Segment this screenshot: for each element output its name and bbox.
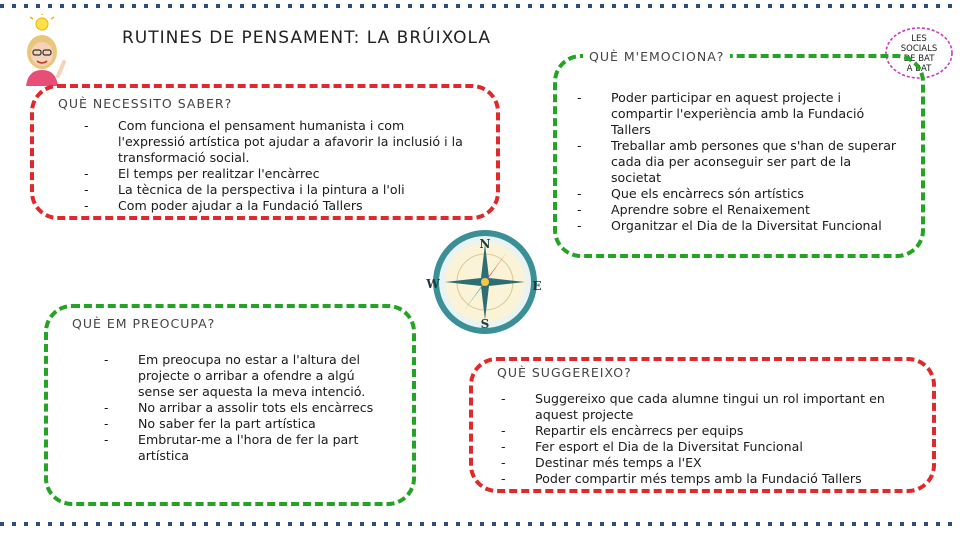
list-item: - Que els encàrrecs són artístics: [567, 186, 897, 202]
list-item: - Em preocupa no estar a l'altura del projecte o arribar a ofendre a algú sense ser aquesta la meva intenció.: [94, 352, 394, 400]
list-item: - Repartir els encàrrecs per equips: [491, 423, 911, 439]
section-suggereixo: [469, 357, 936, 493]
list-item: - Organitzar el Dia de la Diversitat Funcional: [567, 218, 897, 234]
compass-east-label: E: [532, 279, 542, 293]
list-item: - Suggereixo que cada alumne tingui un rol important en aquest projecte: [491, 391, 911, 423]
list-item: - No saber fer la part artística: [94, 416, 394, 432]
bottom-dotted-border: [0, 522, 960, 526]
list-item: - Fer esport el Dia de la Diversitat Funcional: [491, 439, 911, 455]
avatar-with-lightbulb-icon: [18, 14, 70, 86]
section-necessito-saber: [30, 84, 500, 220]
compass-icon: [403, 228, 567, 336]
section-heading: QUÈ M'EMOCIONA?: [583, 49, 730, 64]
list-item: - Embrutar-me a l'hora de fer la part artística: [94, 432, 394, 464]
section-heading: QUÈ NECESSITO SABER?: [58, 96, 233, 111]
item-list: [491, 391, 911, 487]
list-item: - Com funciona el pensament humanista i com l'expressió artística pot ajudar a afavorir la inclusió i la transformació social.: [74, 118, 474, 166]
list-item: - Poder compartir més temps amb la Fundació Tallers: [491, 471, 911, 487]
list-item: - Destinar més temps a l'EX: [491, 455, 911, 471]
item-list: [94, 352, 394, 464]
compass-west-label: W: [426, 277, 440, 291]
list-item: - Com poder ajudar a la Fundació Tallers: [74, 198, 474, 214]
item-list: [74, 118, 474, 214]
list-item: - No arribar a assolir tots els encàrrecs: [94, 400, 394, 416]
logo-line-1: LES: [911, 34, 927, 44]
top-dotted-border: [0, 4, 960, 8]
list-item: - Aprendre sobre el Renaixement: [567, 202, 897, 218]
page-title: RUTINES DE PENSAMENT: LA BRÚIXOLA: [122, 28, 492, 48]
logo-line-3: DE BAT: [903, 54, 935, 64]
item-list: [567, 90, 897, 234]
compass-south-label: S: [480, 317, 490, 331]
section-heading: QUÈ SUGGEREIXO?: [497, 365, 632, 380]
section-heading: QUÈ EM PREOCUPA?: [72, 316, 216, 331]
compass-north-label: N: [479, 237, 491, 251]
section-em-preocupa: [44, 304, 416, 506]
logo-line-4: A BAT: [906, 64, 932, 74]
list-item: - El temps per realitzar l'encàrrec: [74, 166, 474, 182]
list-item: - Treballar amb persones que s'han de superar cada dia per aconseguir ser part de la societat: [567, 138, 897, 186]
section-memociona: [553, 49, 925, 258]
list-item: - Poder participar en aquest projecte i compartir l'experiència amb la Fundació Tallers: [567, 90, 897, 138]
list-item: - La tècnica de la perspectiva i la pintura a l'oli: [74, 182, 474, 198]
logo-line-2: SOCIALS: [900, 44, 938, 54]
